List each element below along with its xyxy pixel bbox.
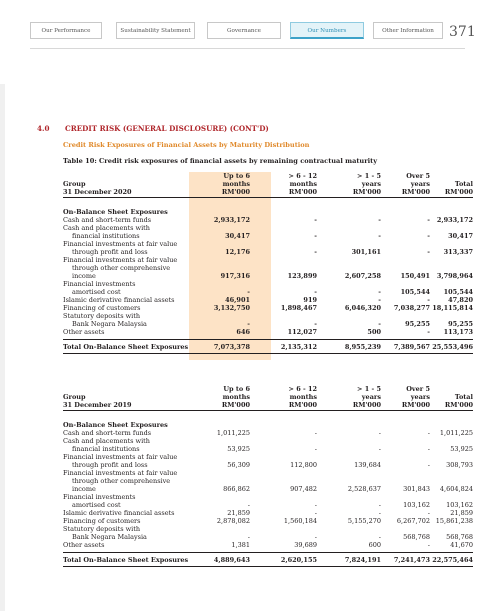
table-cell: 1,011,225 <box>216 429 250 437</box>
row-label: Cash and placements with <box>63 224 150 232</box>
table-cell: - <box>314 501 317 509</box>
table-cell: - <box>378 320 381 328</box>
table-cell: 301,843 <box>403 485 430 493</box>
table-cell: - <box>314 216 317 224</box>
column-header: RM'000 <box>444 188 473 196</box>
table-cell: - <box>314 509 317 517</box>
column-header: years <box>410 393 430 401</box>
row-label: Other assets <box>63 541 105 549</box>
column-header: years <box>361 180 381 188</box>
row-label: through other comprehensive <box>72 264 171 272</box>
table-cell: - <box>378 288 381 296</box>
row-label: financial institutions <box>72 232 140 240</box>
table-cell: - <box>314 288 317 296</box>
table-cell: - <box>314 248 317 256</box>
table-cell: - <box>247 501 250 509</box>
table-cell: - <box>427 328 430 336</box>
table-cell: 646 <box>236 328 250 336</box>
column-header: > 1 - 5 <box>357 385 381 393</box>
table-cell: 919 <box>303 296 317 304</box>
column-header: > 6 - 12 <box>288 385 317 393</box>
row-label: Islamic derivative financial assets <box>63 509 175 517</box>
table-cell: - <box>314 429 317 437</box>
table-cell: 103,162 <box>403 501 430 509</box>
table-cell: 95,255 <box>405 320 430 328</box>
table-cell: 113,173 <box>443 328 473 336</box>
table-cell: 568,768 <box>446 533 473 541</box>
row-label: amortised cost <box>72 501 121 509</box>
table-cell: 5,155,270 <box>347 517 381 525</box>
total-cell: 7,389,567 <box>393 343 430 351</box>
column-header: Up to 6 <box>223 172 250 180</box>
total-top-rule <box>63 339 473 340</box>
tab-our-numbers[interactable]: Our Numbers <box>290 22 364 39</box>
column-header: Over 5 <box>406 172 430 180</box>
row-label: Statutory deposits with <box>63 525 141 533</box>
table-cell: 46,901 <box>225 296 250 304</box>
section-label: On-Balance Sheet Exposures <box>63 208 168 216</box>
table-cell: 917,316 <box>220 272 250 280</box>
section-label: On-Balance Sheet Exposures <box>63 421 168 429</box>
table-cell: 41,670 <box>450 541 473 549</box>
table-cell: 21,859 <box>450 509 473 517</box>
total-bottom-rule <box>63 353 473 354</box>
row-label: Other assets <box>63 328 105 336</box>
header-divider <box>30 48 465 49</box>
table-cell: 7,038,277 <box>393 304 430 312</box>
table-cell: 53,925 <box>450 445 473 453</box>
column-header: RM'000 <box>221 188 250 196</box>
table-cell: 1,381 <box>231 541 250 549</box>
table-cell: - <box>247 533 250 541</box>
total-cell: 7,241,473 <box>393 556 430 564</box>
period-label: 31 December 2019 <box>63 401 132 409</box>
table-cell: 53,925 <box>227 445 250 453</box>
row-label: Financial investments <box>63 493 136 501</box>
total-bottom-rule <box>63 566 473 567</box>
table-cell: 2,933,172 <box>436 216 473 224</box>
column-header: > 1 - 5 <box>357 172 381 180</box>
page-number: 371 <box>449 24 476 40</box>
table-cell: - <box>314 320 317 328</box>
row-label: income <box>72 272 96 280</box>
group-label: Group <box>63 180 86 188</box>
row-label: Financial investments <box>63 280 136 288</box>
row-label: amortised cost <box>72 288 121 296</box>
section-heading <box>37 124 269 133</box>
table-cell: 95,255 <box>448 320 473 328</box>
table-cell: - <box>427 461 430 469</box>
table-cell: 30,417 <box>448 232 473 240</box>
total-cell: 8,955,239 <box>344 343 381 351</box>
table-cell: 150,491 <box>400 272 430 280</box>
table-cell: 123,899 <box>287 272 317 280</box>
table-cell: 105,544 <box>400 288 430 296</box>
table-cell: - <box>314 533 317 541</box>
table-cell: - <box>314 232 317 240</box>
column-header: months <box>289 393 317 401</box>
column-header: RM'000 <box>401 401 430 409</box>
row-label: Bank Negara Malaysia <box>72 533 147 541</box>
table-cell: - <box>427 541 430 549</box>
table-cell: 313,337 <box>443 248 473 256</box>
column-header: years <box>410 180 430 188</box>
row-label: Bank Negara Malaysia <box>72 320 147 328</box>
table-cell: 39,689 <box>294 541 317 549</box>
table-cell: 1,898,467 <box>280 304 317 312</box>
header-rule <box>63 410 473 411</box>
table-cell: 907,482 <box>290 485 317 493</box>
top-navigation <box>0 22 480 42</box>
table-cell: 112,800 <box>290 461 317 469</box>
row-label: income <box>72 485 96 493</box>
table-cell: - <box>378 445 381 453</box>
row-label: Financial investments at fair value <box>63 469 178 477</box>
row-label: financial institutions <box>72 445 140 453</box>
table-cell: - <box>247 288 250 296</box>
total-cell: 2,620,155 <box>280 556 317 564</box>
row-label: through profit and loss <box>72 461 148 469</box>
table-cell: 4,604,824 <box>439 485 473 493</box>
column-header: RM'000 <box>288 188 317 196</box>
column-header: RM'000 <box>352 401 381 409</box>
table-cell: 6,046,320 <box>344 304 381 312</box>
table-cell: 301,161 <box>351 248 381 256</box>
column-header: months <box>289 180 317 188</box>
left-margin-bar <box>0 84 5 611</box>
row-label: Financial investments at fair value <box>63 256 178 264</box>
table-cell: - <box>427 296 430 304</box>
table-cell: - <box>314 445 317 453</box>
column-header: Total <box>454 393 473 401</box>
table-cell: 568,768 <box>403 533 430 541</box>
tab-other-information[interactable]: Other Information <box>373 22 443 39</box>
table-cell: 112,027 <box>287 328 317 336</box>
table-cell: - <box>378 216 381 224</box>
table-cell: 6,267,702 <box>396 517 430 525</box>
group-label: Group <box>63 393 86 401</box>
table-cell: - <box>427 429 430 437</box>
row-label: Cash and short-term funds <box>63 429 152 437</box>
table-cell: 103,162 <box>446 501 473 509</box>
row-label: Financing of customers <box>63 517 141 525</box>
table-cell: 500 <box>367 328 381 336</box>
row-label: Financial investments at fair value <box>63 453 178 461</box>
row-label: Cash and short-term funds <box>63 216 152 224</box>
table-cell: 308,793 <box>446 461 473 469</box>
table-cell: 2,878,082 <box>216 517 250 525</box>
table-cell: - <box>427 232 430 240</box>
total-top-rule <box>63 552 473 553</box>
table-title: Table 10: Credit risk exposures of financial assets by remaining contractual maturity <box>63 157 378 165</box>
column-header: Total <box>454 180 473 188</box>
table-cell: - <box>378 501 381 509</box>
column-header: > 6 - 12 <box>288 172 317 180</box>
total-label: Total On-Balance Sheet Exposures <box>63 343 189 351</box>
table-cell: 47,820 <box>448 296 473 304</box>
total-cell: 4,889,643 <box>213 556 250 564</box>
table-cell: - <box>427 248 430 256</box>
table-cell: 105,544 <box>443 288 473 296</box>
table-cell: 30,417 <box>225 232 250 240</box>
tab-sustainability-statement[interactable]: Sustainability Statement <box>116 22 195 39</box>
table-cell: - <box>378 533 381 541</box>
table-cell: - <box>247 320 250 328</box>
table-cell: 2,607,258 <box>344 272 381 280</box>
table-cell: 21,859 <box>227 509 250 517</box>
tab-our-performance[interactable]: Our Performance <box>30 22 102 39</box>
column-header: RM'000 <box>444 401 473 409</box>
table-cell: - <box>378 509 381 517</box>
column-header: RM'000 <box>221 401 250 409</box>
table-cell: - <box>427 509 430 517</box>
column-header: years <box>361 393 381 401</box>
table-cell: - <box>427 216 430 224</box>
table-cell: 3,798,964 <box>436 272 473 280</box>
column-header: Up to 6 <box>223 385 250 393</box>
table-cell: - <box>378 429 381 437</box>
table-cell: 866,862 <box>223 485 250 493</box>
row-label: Cash and placements with <box>63 437 150 445</box>
total-cell: 2,135,312 <box>280 343 317 351</box>
column-header: RM'000 <box>401 188 430 196</box>
table-cell: 1,011,225 <box>439 429 473 437</box>
table-cell: 3,132,750 <box>213 304 250 312</box>
column-header: months <box>222 180 250 188</box>
table-cell: - <box>378 296 381 304</box>
row-label: through other comprehensive <box>72 477 171 485</box>
column-header: Over 5 <box>406 385 430 393</box>
table-cell: 2,933,172 <box>213 216 250 224</box>
table-cell: 56,309 <box>227 461 250 469</box>
table-cell: 139,684 <box>354 461 381 469</box>
tab-governance[interactable]: Governance <box>207 22 281 39</box>
row-label: Financing of customers <box>63 304 141 312</box>
total-cell: 7,073,378 <box>213 343 250 351</box>
header-rule <box>63 197 473 198</box>
table-cell: 18,115,814 <box>432 304 473 312</box>
table-cell: 15,861,238 <box>435 517 473 525</box>
period-label: 31 December 2020 <box>63 188 132 196</box>
section-number: 4.0 <box>37 124 50 133</box>
column-header: RM'000 <box>288 401 317 409</box>
section-title: CREDIT RISK (GENERAL DISCLOSURE) (CONT'D) <box>65 124 269 133</box>
table-cell: 600 <box>368 541 381 549</box>
table-cell: 12,176 <box>225 248 250 256</box>
row-label: Financial investments at fair value <box>63 240 178 248</box>
total-cell: 7,824,191 <box>344 556 381 564</box>
total-cell: 25,553,496 <box>432 343 473 351</box>
total-cell: 22,575,464 <box>432 556 473 564</box>
section-subtitle: Credit Risk Exposures of Financial Assets by Maturity Distribution <box>63 141 310 149</box>
table-cell: 2,528,637 <box>347 485 381 493</box>
column-header: months <box>222 393 250 401</box>
row-label: Statutory deposits with <box>63 312 141 320</box>
row-label: Islamic derivative financial assets <box>63 296 175 304</box>
table-cell: - <box>378 232 381 240</box>
row-label: through profit and loss <box>72 248 148 256</box>
column-header: RM'000 <box>352 188 381 196</box>
table-cell: 1,560,184 <box>283 517 317 525</box>
total-label: Total On-Balance Sheet Exposures <box>63 556 189 564</box>
table-cell: - <box>427 445 430 453</box>
